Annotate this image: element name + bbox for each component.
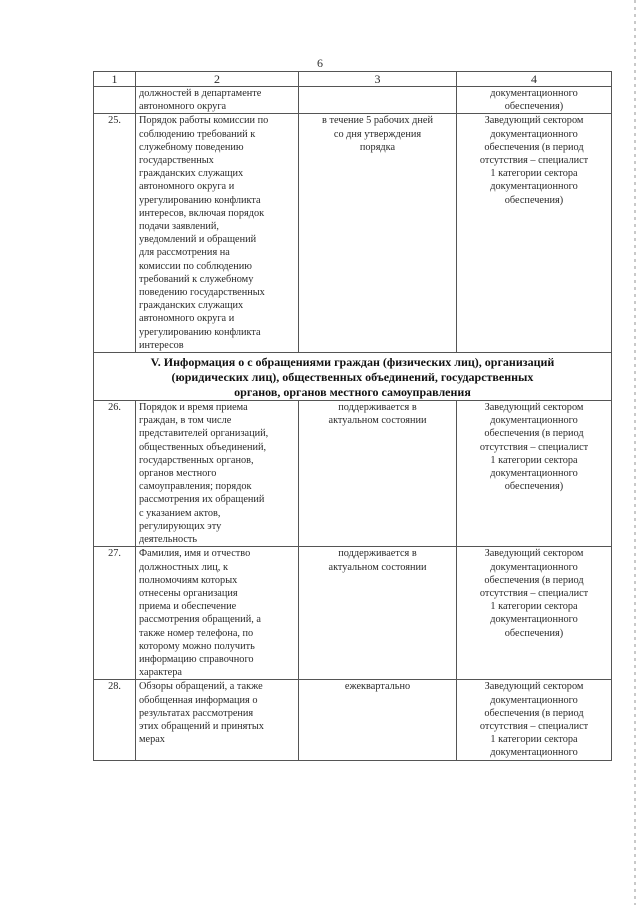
item-description-line: служебному поведению xyxy=(139,141,244,153)
item-description-line: урегулированию конфликта xyxy=(139,326,261,338)
item-description-line: уведомлений и обращений xyxy=(139,234,257,246)
item-description-line: информацию справочного xyxy=(139,653,254,665)
item-responsible-line: документационного xyxy=(490,128,578,140)
item-term-line xyxy=(302,87,453,100)
item-responsible-line: обеспечения (в период xyxy=(484,707,584,719)
item-term-line: ежеквартально xyxy=(344,681,411,693)
item-description-line: которому можно получить xyxy=(139,640,255,652)
item-description-line: автономного округа xyxy=(139,101,227,113)
item-responsible-line: обеспечения (в период xyxy=(484,574,584,586)
item-description-line: Порядок работы комиссии по xyxy=(139,115,269,127)
item-responsible-line: Заведующий сектором xyxy=(484,681,584,693)
item-responsible xyxy=(457,401,612,547)
item-responsible xyxy=(457,547,612,680)
item-responsible-line: документационного xyxy=(490,415,578,427)
item-responsible-line: обеспечения (в период xyxy=(484,141,584,153)
item-responsible-line: документационного xyxy=(490,181,578,193)
item-term-line: порядка xyxy=(359,141,396,153)
item-description xyxy=(136,87,299,114)
item-description-line: поведению государственных xyxy=(139,287,265,299)
item-description-line: самоуправления; порядок xyxy=(139,481,252,493)
item-description xyxy=(136,401,299,547)
item-description-line: гражданских служащих xyxy=(139,168,244,180)
table-row xyxy=(94,401,612,547)
item-responsible-line: отсутствия – специалист xyxy=(479,587,589,599)
row-number: 25. xyxy=(94,114,136,353)
item-description-line: граждан, в том числе xyxy=(139,415,232,427)
row-number: 27. xyxy=(94,547,136,680)
item-description-line: подачи заявлений, xyxy=(139,221,219,233)
section-heading-line: органов, органов местного самоуправления xyxy=(234,385,471,400)
item-description-line: органов местного xyxy=(139,468,217,480)
item-description-line: гражданских служащих xyxy=(139,300,244,312)
header-cell: 3 xyxy=(299,72,457,87)
item-responsible-line: документационного xyxy=(490,747,578,759)
item-responsible-line: 1 категории сектора xyxy=(490,601,578,613)
section-heading-line: V. Информация о с обращениями граждан (физических лиц), организаций xyxy=(150,355,555,370)
document-table xyxy=(93,71,612,761)
item-responsible-line: 1 категории сектора xyxy=(490,168,578,180)
table-row xyxy=(94,87,612,114)
item-term xyxy=(299,547,457,680)
item-description xyxy=(136,547,299,680)
table-row xyxy=(94,547,612,680)
row-number: 26. xyxy=(94,401,136,547)
row-number: 28. xyxy=(94,680,136,760)
item-description-line: Фамилия, имя и отчество xyxy=(139,548,251,560)
item-description-line: интересов, включая порядок xyxy=(139,207,265,219)
item-term xyxy=(299,87,457,114)
item-description-line: для рассмотрения на xyxy=(139,247,230,259)
item-term-line: актуальном состоянии xyxy=(328,561,427,573)
item-responsible-line: обеспечения) xyxy=(504,481,564,493)
item-responsible-line: документационного xyxy=(490,614,578,626)
item-description-line: интересов xyxy=(139,339,184,351)
item-description-line: рассмотрения обращений, а xyxy=(139,614,261,626)
scan-edge-artifact xyxy=(634,0,636,905)
item-description-line: деятельность xyxy=(139,534,198,546)
item-responsible xyxy=(457,87,612,114)
item-responsible-line: отсутствия – специалист xyxy=(479,720,589,732)
item-responsible xyxy=(457,680,612,760)
item-responsible-line: обеспечения) xyxy=(504,194,564,206)
item-responsible-line: документационного xyxy=(490,468,578,480)
item-description-line: требований к служебному xyxy=(139,273,254,285)
item-responsible-line: Заведующий сектором xyxy=(484,548,584,560)
header-cell: 4 xyxy=(457,72,612,87)
item-term-line: поддерживается в xyxy=(338,402,417,414)
item-description-line: автономного округа и xyxy=(139,181,235,193)
item-description-line: государственных xyxy=(139,155,214,167)
item-term-line: поддерживается в xyxy=(338,548,417,560)
section-heading-row xyxy=(94,353,612,401)
header-cell: 1 xyxy=(94,72,136,87)
item-description-line: представителей организаций, xyxy=(139,428,269,440)
section-heading xyxy=(94,353,612,401)
item-responsible xyxy=(457,114,612,353)
item-responsible-line: документационного xyxy=(490,88,578,99)
item-description-line: комиссии по соблюдению xyxy=(139,260,252,272)
item-responsible-line: Заведующий сектором xyxy=(484,402,584,414)
item-responsible-line: 1 категории сектора xyxy=(490,454,578,466)
table-row xyxy=(94,114,612,353)
item-description-line: приема и обеспечение xyxy=(139,601,237,613)
item-description-line: мерах xyxy=(139,734,165,746)
item-description-line: отнесены организация xyxy=(139,587,238,599)
item-responsible-line: документационного xyxy=(490,561,578,573)
item-term-line: актуальном состоянии xyxy=(328,415,427,427)
item-responsible-line: документационного xyxy=(490,694,578,706)
item-responsible-line: обеспечения) xyxy=(504,101,564,113)
item-description-line: должностных лиц, к xyxy=(139,561,228,573)
item-description-line: регулирующих эту xyxy=(139,520,222,532)
item-description-line: должностей в департаменте xyxy=(139,88,262,99)
item-description-line: с указанием актов, xyxy=(139,507,221,519)
item-description-line: полномочиям которых xyxy=(139,574,238,586)
item-description-line: Обзоры обращений, а также xyxy=(139,681,263,693)
item-description-line: характера xyxy=(139,667,182,679)
item-term xyxy=(299,680,457,760)
item-description-line: общественных объединений, xyxy=(139,441,267,453)
item-responsible-line: отсутствия – специалист xyxy=(479,441,589,453)
item-description-line: обобщенная информация о xyxy=(139,694,258,706)
section-heading-line: (юридических лиц), общественных объединений, государственных xyxy=(171,370,534,385)
item-description-line: также номер телефона, по xyxy=(139,627,254,639)
item-responsible-line: 1 категории сектора xyxy=(490,734,578,746)
item-term xyxy=(299,401,457,547)
item-description xyxy=(136,680,299,760)
item-term xyxy=(299,114,457,353)
item-description-line: автономного округа и xyxy=(139,313,235,325)
item-description-line: Порядок и время приема xyxy=(139,402,248,414)
header-cell: 2 xyxy=(136,72,299,87)
row-number xyxy=(94,87,136,114)
item-description-line: государственных органов, xyxy=(139,454,254,466)
page-number: 6 xyxy=(317,56,323,70)
item-description-line: урегулированию конфликта xyxy=(139,194,261,206)
item-description-line: рассмотрения их обращений xyxy=(139,494,265,506)
item-responsible-line: отсутствия – специалист xyxy=(479,155,589,167)
item-responsible-line: Заведующий сектором xyxy=(484,115,584,127)
item-description-line: соблюдению требований к xyxy=(139,128,256,140)
table-row xyxy=(94,680,612,760)
table-header-row xyxy=(94,72,612,87)
item-term-line: со дня утверждения xyxy=(333,128,422,140)
item-responsible-line: обеспечения (в период xyxy=(484,428,584,440)
item-term-line: в течение 5 рабочих дней xyxy=(322,115,433,127)
item-description-line: результатах рассмотрения xyxy=(139,707,254,719)
item-description xyxy=(136,114,299,353)
item-responsible-line: обеспечения) xyxy=(504,627,564,639)
item-description-line: этих обращений и принятых xyxy=(139,720,264,732)
